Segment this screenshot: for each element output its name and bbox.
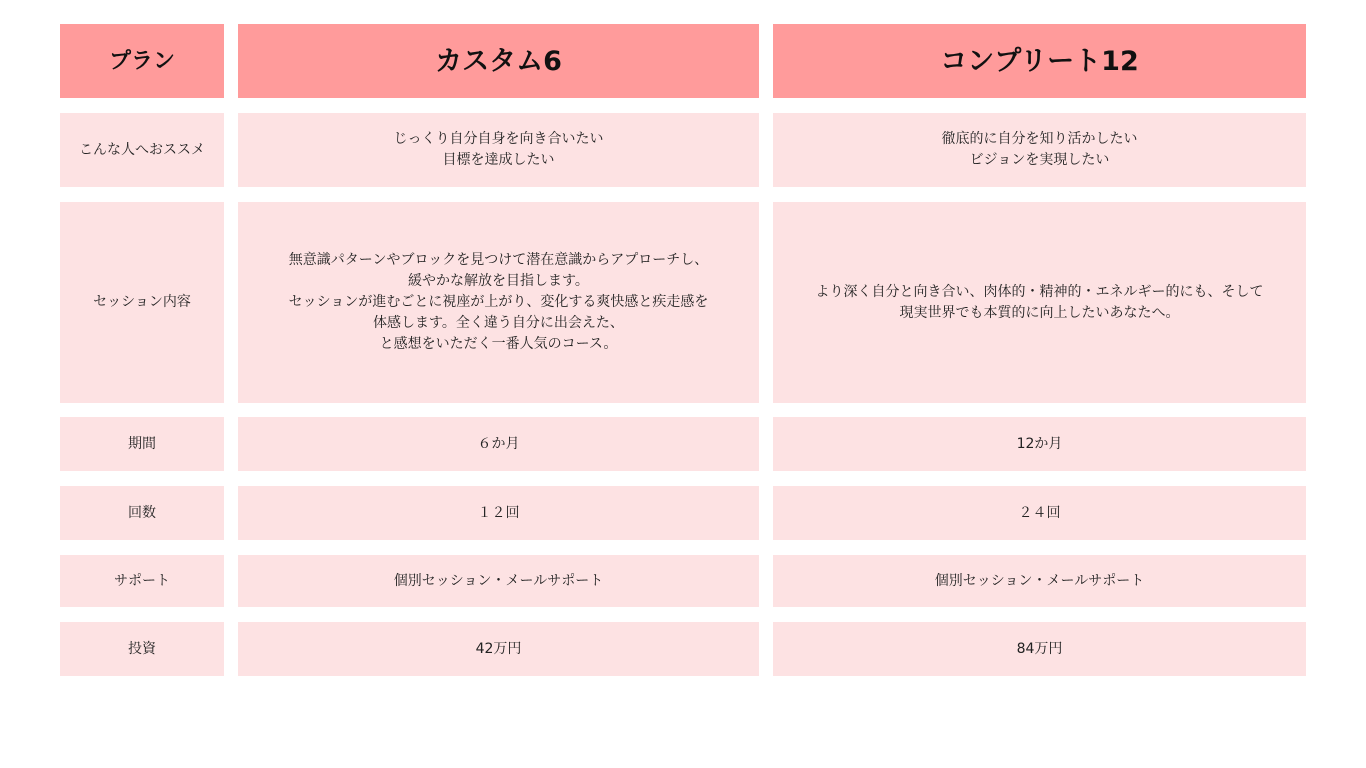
row-label-cell (60, 113, 224, 187)
row-label-cell (60, 202, 224, 403)
table-cell (238, 555, 759, 607)
header-plan-custom6 (238, 24, 759, 98)
custom6-support: 個別セッション・メールサポート (393, 572, 604, 589)
row-label-session-content: セッション内容 (93, 294, 191, 310)
custom6-count: １２回 (477, 504, 520, 521)
row-label-cell (60, 417, 224, 471)
header-plan-complete12 (773, 24, 1306, 98)
table-cell (773, 486, 1306, 540)
complete12-period: 12か月 (1016, 435, 1063, 452)
table-cell (773, 417, 1306, 471)
complete12-investment: 84万円 (1016, 640, 1063, 657)
custom6-session-content: 無意識パターンやブロックを見つけて潜在意識からアプローチし、 緩やかな解放を目指します。 セッションが進むごとに視座が上がり、変化する爽快感と疾走感を 体感します。全く違う自分に出会えた、 と感想をいただく一番人気のコース。 (288, 252, 709, 352)
complete12-recommended: 徹底的に自分を知り活かしたい ビジョンを実現したい (941, 131, 1138, 168)
table-cell (238, 486, 759, 540)
custom6-recommended: じっくり自分自身を向き合いたい 目標を達成したい (393, 131, 604, 168)
row-label-support: サポート (114, 572, 170, 589)
header-label-cell (60, 24, 224, 98)
complete12-session-content: より深く自分と向き合い、肉体的・精神的・エネルギー的にも、そして 現実世界でも本質的に向上したいあなたへ。 (815, 283, 1264, 321)
table-cell (238, 417, 759, 471)
table-cell (238, 622, 759, 676)
table-cell (238, 113, 759, 187)
table-cell (773, 555, 1306, 607)
row-label-investment: 投資 (128, 640, 156, 657)
plan-name: コンプリート12 (940, 45, 1139, 77)
table-cell (773, 202, 1306, 403)
row-label-cell (60, 486, 224, 540)
complete12-count: ２４回 (1018, 504, 1061, 521)
plan-name: カスタム6 (435, 45, 562, 77)
row-label-count: 回数 (128, 504, 156, 521)
row-label-cell (60, 555, 224, 607)
complete12-support: 個別セッション・メールサポート (934, 572, 1145, 589)
custom6-investment: 42万円 (475, 640, 522, 657)
table-cell (238, 202, 759, 403)
row-label-recommended: こんな人へおススメ (79, 141, 205, 158)
header-label: プラン (108, 48, 175, 74)
row-label-cell (60, 622, 224, 676)
row-label-period: 期間 (128, 435, 156, 452)
table-cell (773, 622, 1306, 676)
table-cell (773, 113, 1306, 187)
custom6-period: ６か月 (477, 435, 520, 452)
